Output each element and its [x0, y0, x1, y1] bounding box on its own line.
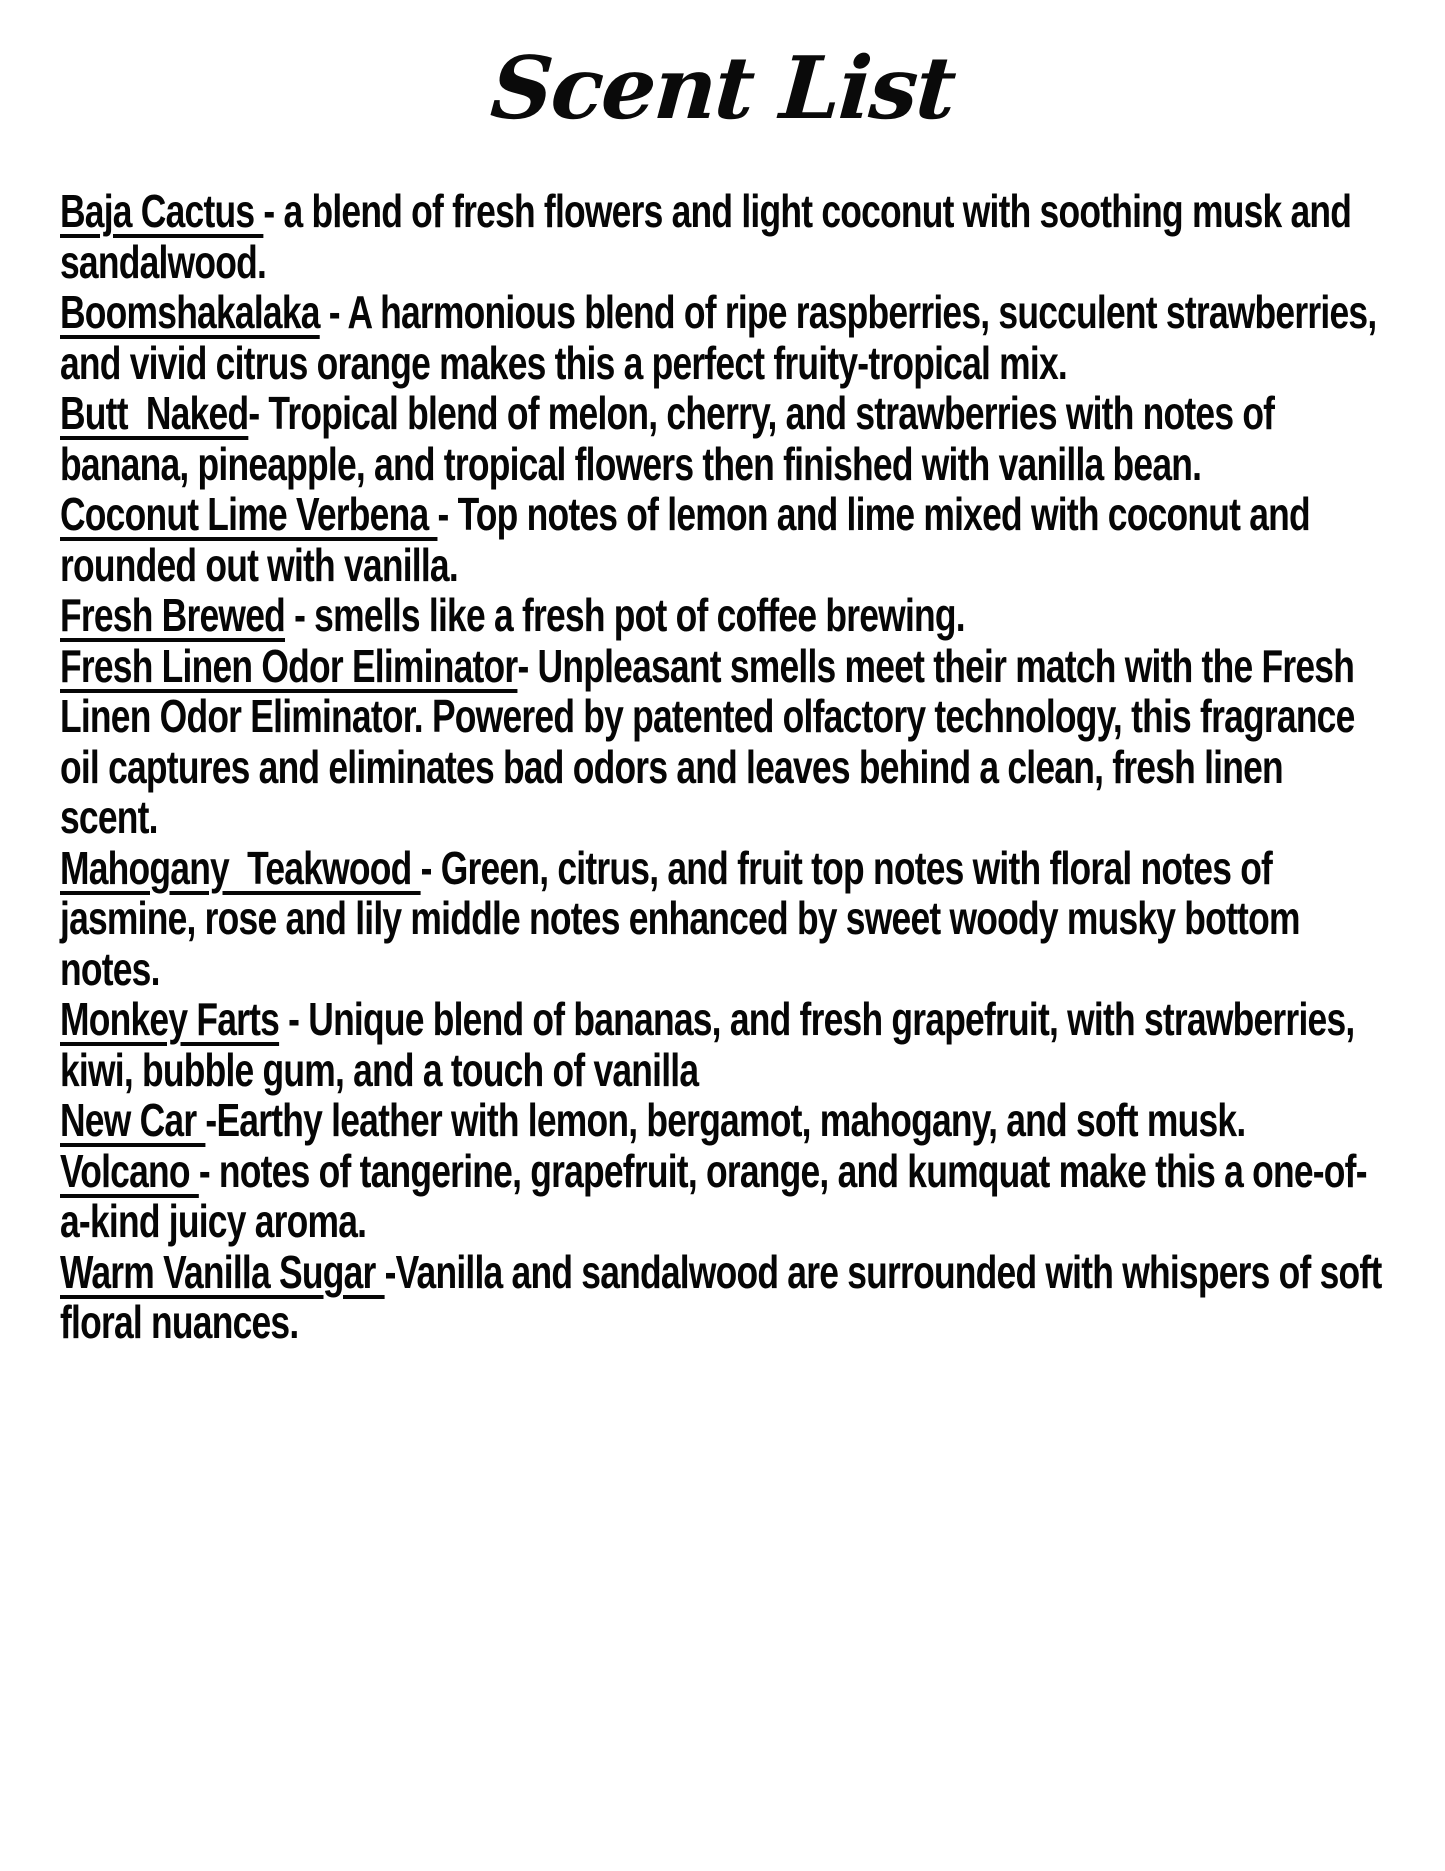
scent-name: Coconut Lime Verbena: [60, 488, 438, 540]
scent-item: [60, 1095, 1384, 1146]
scent-description: - Green, citrus, and fruit top notes with floral notes of jasmine, rose and lily middle notes enhanced by sweet woody musky bottom notes.: [60, 841, 1309, 995]
scent-description: - Tropical blend of melon, cherry, and strawberries with notes of banana, pineapple, and tropical flowers then finished with vanilla bean.: [60, 387, 1284, 490]
scent-name: Fresh Brewed: [60, 589, 286, 641]
scent-item: [60, 287, 1384, 388]
scent-item: [60, 994, 1384, 1095]
scent-item: [60, 1245, 1391, 1348]
page-title: Scent List: [487, 38, 958, 139]
scent-name: Baja Cactus: [60, 185, 264, 237]
scent-description: -Earthy leather with lemon, bergamot, mahogany, and soft musk.: [205, 1094, 1246, 1146]
scent-description: - smells like a fresh pot of coffee brewing.: [285, 589, 965, 641]
scent-description: - Unpleasant smells meet their match with the Fresh Linen Odor Eliminator. Powered by patented olfactory technology, this fragrance oil captures and eliminates bad odors and leaves behind a clean, fresh linen scent.: [60, 639, 1364, 843]
scent-description: - A harmonious blend of ripe raspberries, succulent strawberries, and vivid citrus orange makes this a perfect fruity-tropical mix.: [60, 286, 1386, 389]
scent-name: New Car: [60, 1094, 206, 1146]
scent-description: - Top notes of lemon and lime mixed with coconut and rounded out with vanilla.: [60, 488, 1319, 591]
scent-name: Volcano: [60, 1144, 199, 1197]
scent-name: Butt Naked: [60, 387, 249, 439]
scent-description: - a blend of fresh flowers and light coconut with soothing musk and sandalwood.: [60, 185, 1361, 288]
scent-item: [60, 489, 1384, 590]
scent-list: [60, 185, 1391, 1348]
scent-description: -Vanilla and sandalwood are surrounded with whispers of soft floral nuances.: [60, 1245, 1391, 1348]
scent-item: [60, 186, 1384, 287]
scent-description: - Unique blend of bananas, and fresh grapefruit, with strawberries, kiwi, bubble gum, and a touch of vanilla: [60, 993, 1364, 1096]
scent-item: [60, 388, 1384, 489]
scent-name: Fresh Linen Odor Eliminator: [60, 639, 518, 692]
scent-item: [60, 843, 1384, 995]
scent-name: Warm Vanilla Sugar: [60, 1245, 385, 1298]
scent-name: Boomshakalaka: [60, 286, 320, 338]
scent-name: Monkey Farts: [60, 993, 280, 1045]
scent-item: [60, 641, 1384, 843]
scent-item: [60, 590, 1384, 641]
scent-name: Mahogany Teakwood: [60, 841, 421, 894]
scent-description: - notes of tangerine, grapefruit, orange, and kumquat make this a one-of-a-kind juicy aroma.: [60, 1144, 1367, 1247]
scent-item: [60, 1146, 1384, 1247]
